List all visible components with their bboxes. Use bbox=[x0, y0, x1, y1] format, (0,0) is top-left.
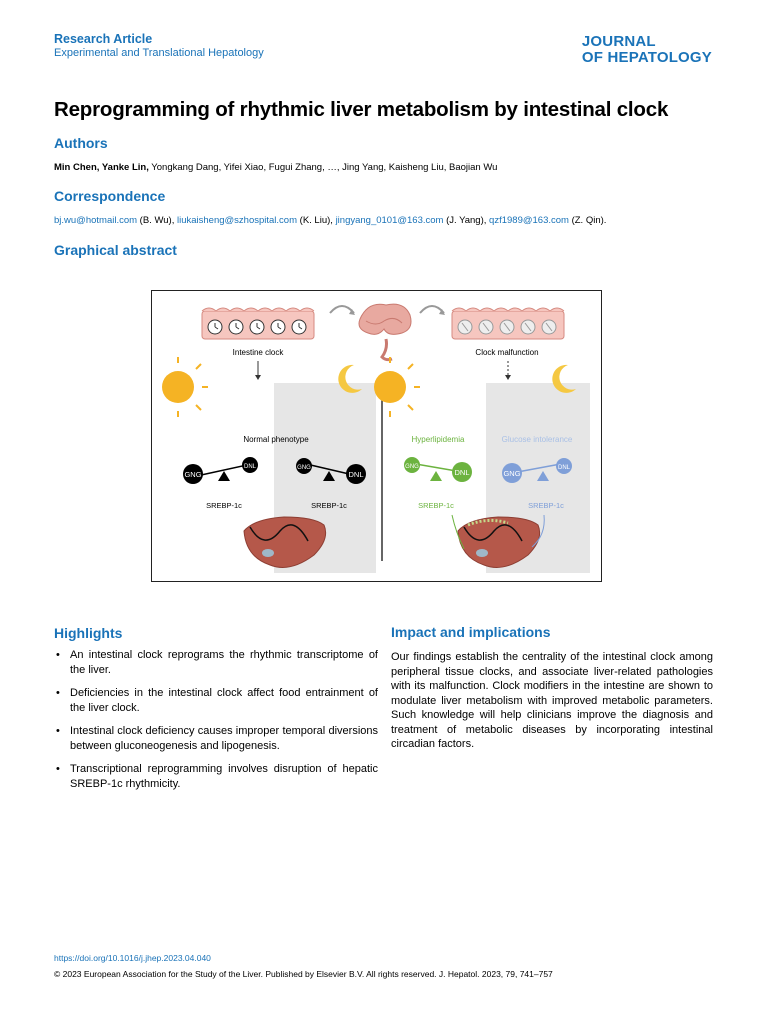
article-type: Research Article bbox=[54, 32, 153, 46]
email-link[interactable]: bj.wu@hotmail.com bbox=[54, 215, 138, 226]
clock-icon bbox=[208, 320, 222, 334]
email-owner: (Z. Qin). bbox=[568, 215, 607, 226]
email-owner: (K. Liu), bbox=[297, 215, 336, 226]
doi-link[interactable]: https://doi.org/10.1016/j.jhep.2023.04.040 bbox=[54, 953, 211, 963]
broken-clock-icon bbox=[479, 320, 493, 334]
article-section: Experimental and Translational Hepatology bbox=[54, 47, 264, 59]
malfunction-intestine-strip bbox=[452, 308, 564, 339]
authors-list bbox=[54, 162, 497, 173]
broken-clock-icon bbox=[458, 320, 472, 334]
intestine-icon bbox=[359, 304, 411, 360]
clock-malfunction-label: Clock malfunction bbox=[475, 348, 539, 357]
clock-icon bbox=[250, 320, 264, 334]
gng-label: GNG bbox=[405, 464, 419, 470]
email-owner: (J. Yang), bbox=[443, 215, 490, 226]
healthy-intestine-strip bbox=[202, 308, 314, 339]
glucose-intolerance-label: Glucose intolerance bbox=[501, 435, 573, 444]
hyperlipidemia-label: Hyperlipidemia bbox=[411, 435, 465, 444]
broken-clock-icon bbox=[521, 320, 535, 334]
graphical-abstract-svg bbox=[152, 291, 601, 581]
impact-heading: Impact and implications bbox=[391, 624, 551, 640]
correspondence-heading: Correspondence bbox=[54, 188, 166, 204]
highlights-list bbox=[54, 648, 378, 800]
broken-clock-icon bbox=[542, 320, 556, 334]
email-owner: (B. Wu), bbox=[137, 215, 177, 226]
email-link[interactable]: jingyang_0101@163.com bbox=[335, 215, 444, 226]
clock-icon bbox=[292, 320, 306, 334]
dnl-label: DNL bbox=[557, 465, 571, 471]
highlight-item: • Deficiencies in the intestinal clock affect food entrainment of the liver clock. bbox=[54, 686, 378, 715]
gng-label: GNG bbox=[503, 469, 521, 478]
authors-heading: Authors bbox=[54, 135, 108, 151]
highlight-item: • An intestinal clock reprograms the rhythmic transcriptome of the liver. bbox=[54, 648, 378, 677]
srebp-label: SREBP-1c bbox=[311, 501, 347, 510]
correspondence-list bbox=[54, 215, 606, 226]
highlights-heading: Highlights bbox=[54, 625, 123, 641]
graphical-abstract-heading: Graphical abstract bbox=[54, 242, 177, 258]
srebp-label: SREBP-1c bbox=[418, 501, 454, 510]
graphical-abstract-figure bbox=[151, 290, 602, 582]
gng-label: GNG bbox=[184, 470, 202, 479]
normal-phenotype-label: Normal phenotype bbox=[243, 435, 309, 444]
clock-icon bbox=[229, 320, 243, 334]
page-title: Reprogramming of rhythmic liver metabolism by intestinal clock bbox=[54, 98, 669, 121]
dnl-label: DNL bbox=[348, 470, 364, 479]
journal-logo-line1: JOURNAL bbox=[581, 33, 656, 50]
clock-icon bbox=[271, 320, 285, 334]
email-link[interactable]: liukaisheng@szhospital.com bbox=[177, 215, 298, 226]
intestine-clock-label: Intestine clock bbox=[232, 348, 284, 357]
dnl-label: DNL bbox=[454, 468, 470, 477]
highlight-item: • Transcriptional reprogramming involves disruption of hepatic SREBP-1c rhythmicity. bbox=[54, 762, 378, 791]
highlight-item: • Intestinal clock deficiency causes improper temporal diversions between gluconeogenesis and lipogenesis. bbox=[54, 724, 378, 753]
srebp-label: SREBP-1c bbox=[528, 501, 564, 510]
srebp-label: SREBP-1c bbox=[206, 501, 242, 510]
copyright-line: © 2023 European Association for the Study of the Liver. Published by Elsevier B.V. All rights reserved. J. Hepatol. 2023, 79, 741–757 bbox=[54, 969, 553, 979]
impact-text: Our findings establish the centrality of the intestinal clock among peripheral tissue clocks, and associate liver-related pathologies with its malfunction. Clock modifiers in the intestine are shown to modulate liver metabolism with improved metabolic parameters. Such knowledge will help clinicians improve the diagnosis and treatment of metabolic diseases by incorporating intestinal circadian factors. bbox=[391, 651, 713, 750]
journal-logo bbox=[582, 34, 712, 66]
email-link[interactable]: qzf1989@163.com bbox=[489, 215, 569, 226]
journal-logo-line2: OF HEPATOLOGY bbox=[581, 49, 712, 66]
gng-label: GNG bbox=[297, 465, 311, 471]
authors-rest: Yongkang Dang, Yifei Xiao, Fugui Zhang, …, Jing Yang, Kaisheng Liu, Baojian Wu bbox=[148, 162, 498, 173]
authors-first: Min Chen, Yanke Lin, bbox=[54, 162, 149, 173]
broken-clock-icon bbox=[500, 320, 514, 334]
dnl-label: DNL bbox=[243, 464, 257, 470]
